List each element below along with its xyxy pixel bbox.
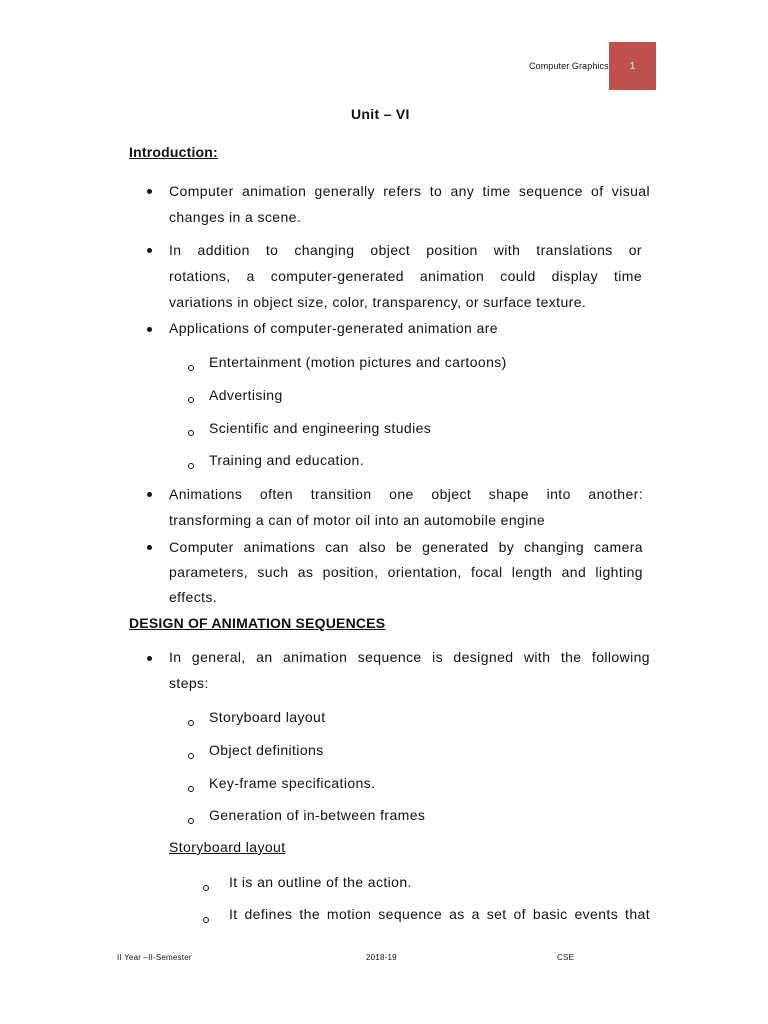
bullet-dot [147, 656, 152, 661]
storyboard-heading: Storyboard layout [169, 839, 286, 855]
sub-bullet-circle [188, 397, 194, 403]
application-item: Scientific and engineering studies [209, 420, 432, 436]
step-item: Generation of in-between frames [209, 807, 426, 823]
bullet-camera-line-2: parameters, such as position, orientation, focal length and lighting [169, 564, 643, 580]
bullet-dot [147, 492, 152, 497]
storyboard-point: It defines the motion sequence as a set of basic events that [229, 906, 650, 922]
bullet-transition-line-1: Animations often transition one object shape into another: [169, 486, 643, 502]
running-header-title: Computer Graphics [529, 61, 609, 71]
step-item: Key-frame specifications. [209, 775, 376, 791]
introduction-heading: Introduction: [129, 144, 218, 160]
application-item: Advertising [209, 387, 283, 403]
application-item: Training and education. [209, 452, 365, 468]
intro-bullet-3: Applications of computer-generated animation are [169, 320, 498, 336]
design-heading: DESIGN OF ANIMATION SEQUENCES [129, 615, 386, 631]
sub-bullet-circle [188, 753, 194, 759]
intro-bullet-2-line-1: In addition to changing object position with translations or [169, 242, 642, 258]
sub-bullet-circle [188, 818, 194, 824]
design-bullet-line-2: steps: [169, 675, 209, 691]
sub-bullet-circle [203, 917, 209, 923]
intro-bullet-2-line-3: variations in object size, color, transparency, or surface texture. [169, 294, 587, 310]
design-bullet-line-1: In general, an animation sequence is designed with the following [169, 649, 650, 665]
page-number: 1 [629, 60, 636, 72]
bullet-dot [147, 248, 152, 253]
sub-bullet-circle [188, 463, 194, 469]
bullet-transition-line-2: transforming a can of motor oil into an automobile engine [169, 512, 546, 528]
line: Computer animation generally refers to any time sequence of visual [169, 183, 650, 199]
sub-bullet-circle [203, 885, 209, 891]
bullet-camera-line-1: Computer animations can also be generated by changing camera [169, 539, 643, 555]
step-item: Object definitions [209, 742, 324, 758]
storyboard-point: It is an outline of the action. [229, 874, 412, 890]
intro-bullet-1 [169, 178, 650, 204]
footer-department: CSE [557, 953, 575, 962]
sub-bullet-circle [188, 786, 194, 792]
page-number-badge [609, 42, 656, 90]
bullet-dot [147, 189, 152, 194]
footer-semester: II Year –II-Semester [117, 953, 192, 962]
intro-bullet-1-cont: changes in a scene. [169, 209, 302, 225]
bullet-dot [147, 545, 152, 550]
step-item: Storyboard layout [209, 709, 326, 725]
intro-bullet-2-line-2: rotations, a computer-generated animation could display time [169, 268, 642, 284]
sub-bullet-circle [188, 720, 194, 726]
unit-title: Unit – VI [351, 106, 410, 122]
application-item: Entertainment (motion pictures and cartoons) [209, 354, 507, 370]
sub-bullet-circle [188, 365, 194, 371]
bullet-camera-line-3: effects. [169, 589, 218, 605]
footer-year: 2018-19 [366, 953, 397, 962]
sub-bullet-circle [188, 430, 194, 436]
bullet-dot [147, 327, 152, 332]
